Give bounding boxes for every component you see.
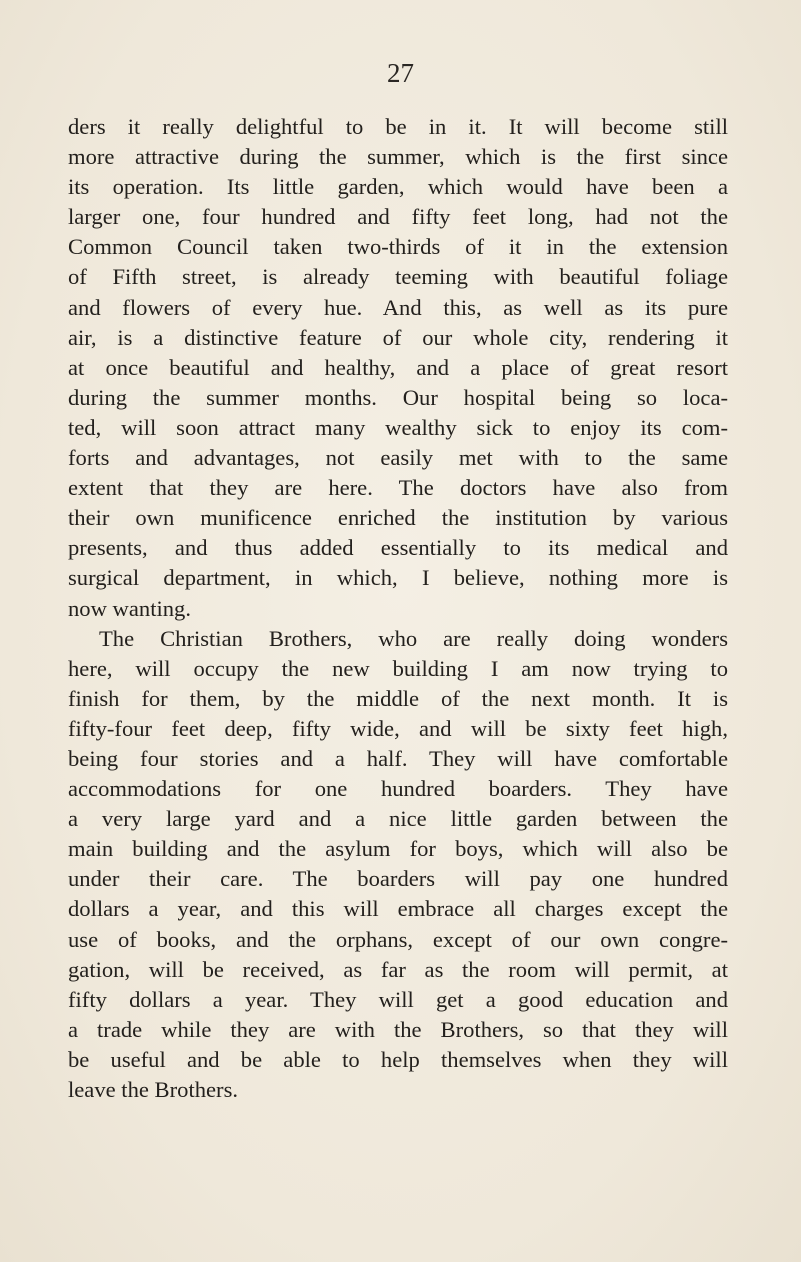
text-line: surgical department, in which, I believe, nothing more is bbox=[68, 565, 728, 591]
text-line: and flowers of every hue. And this, as well as its pure bbox=[68, 294, 728, 320]
body-text bbox=[68, 112, 728, 1105]
text-line: at once beautiful and healthy, and a place of great resort bbox=[68, 354, 728, 380]
text-line: accommodations for one hundred boarders. They have bbox=[68, 776, 728, 802]
text-line: leave the Brothers. bbox=[68, 1077, 239, 1102]
text-line: ders it really delightful to be in it. It will become still bbox=[68, 114, 728, 139]
text-line: main building and the asylum for boys, which will also be bbox=[68, 836, 728, 862]
text-line: under their care. The boarders will pay one hundred bbox=[68, 866, 728, 892]
text-line: fifty-four feet deep, fifty wide, and will be sixty feet high, bbox=[68, 715, 728, 741]
text-line: a trade while they are with the Brothers, so that they will bbox=[68, 1016, 728, 1042]
text-line: more attractive during the summer, which is the first since bbox=[68, 144, 728, 170]
text-line: forts and advantages, not easily met with to the same bbox=[68, 445, 728, 471]
text-line: ted, will soon attract many wealthy sick to enjoy its com- bbox=[68, 414, 728, 440]
text-line: dollars a year, and this will embrace all charges except the bbox=[68, 896, 728, 922]
text-line: finish for them, by the middle of the next month. It is bbox=[68, 685, 728, 711]
text-line: its operation. Its little garden, which would have been a bbox=[68, 174, 728, 200]
text-line: The Christian Brothers, who are really doing wonders bbox=[99, 625, 728, 651]
text-line: a very large yard and a nice little garden between the bbox=[68, 806, 728, 832]
text-line: now wanting. bbox=[68, 595, 191, 621]
text-line: here, will occupy the new building I am now trying to bbox=[68, 655, 728, 681]
text-line: of Fifth street, is already teeming with beautiful foliage bbox=[68, 264, 728, 290]
page-number: 27 bbox=[387, 58, 414, 88]
text-line: presents, and thus added essentially to its medical and bbox=[68, 535, 728, 561]
text-line: being four stories and a half. They will have comfortable bbox=[68, 745, 728, 771]
text-line: fifty dollars a year. They will get a good education and bbox=[68, 986, 728, 1012]
text-line: during the summer months. Our hospital being so loca- bbox=[68, 384, 728, 410]
text-line: Common Council taken two-thirds of it in the extension bbox=[68, 234, 728, 260]
text-line: their own munificence enriched the institution by various bbox=[68, 505, 728, 531]
text-line: be useful and be able to help themselves when they will bbox=[68, 1046, 728, 1072]
text-line: gation, will be received, as far as the room will permit, at bbox=[68, 956, 728, 982]
text-line: use of books, and the orphans, except of our own congre- bbox=[68, 926, 728, 952]
text-line: extent that they are here. The doctors have also from bbox=[68, 475, 728, 501]
text-line: air, is a distinctive feature of our whole city, rendering it bbox=[68, 324, 728, 350]
text-line: larger one, four hundred and fifty feet long, had not the bbox=[68, 204, 728, 230]
